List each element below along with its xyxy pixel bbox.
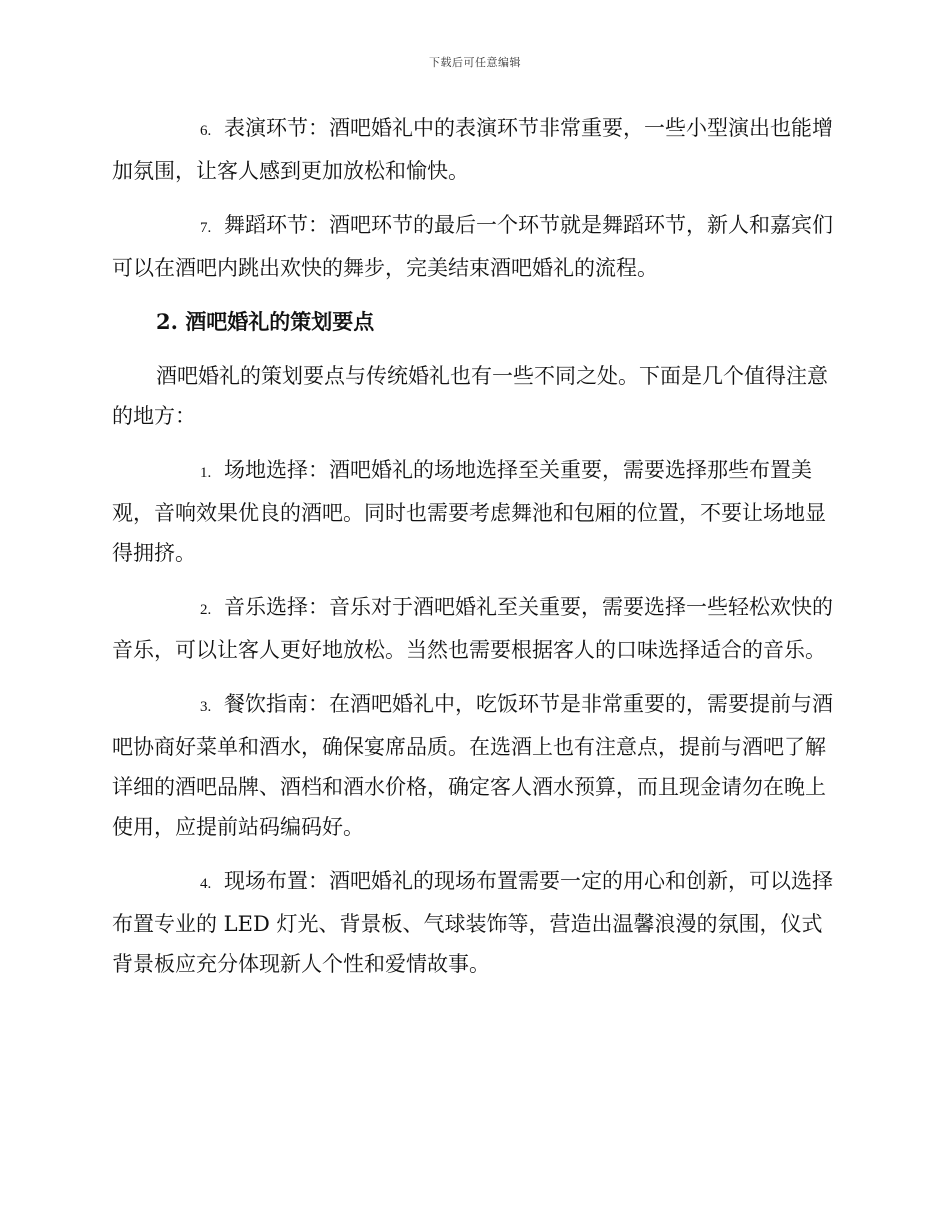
list-number: 1. <box>200 465 212 481</box>
document-body <box>112 108 834 998</box>
list-text: 现场布置：酒吧婚礼的现场布置需要一定的用心和创新，可以选择布置专业的 LED 灯光、背景板、气球装饰等，营造出温馨浪漫的氛围，仪式背景板应充分体现新人个性和爱情故事。 <box>112 869 833 976</box>
page-header: 下载后可任意编辑 <box>429 56 521 69</box>
list-text: 表演环节：酒吧婚礼中的表演环节非常重要，一些小型演出也能增加氛围，让客人感到更加放松和愉快。 <box>112 116 833 183</box>
list-number: 4. <box>200 876 212 892</box>
list-number: 7. <box>200 220 212 236</box>
list-number: 3. <box>200 699 212 715</box>
section-heading: 2. 酒吧婚礼的策划要点 <box>156 309 375 334</box>
list-text: 舞蹈环节：酒吧环节的最后一个环节就是舞蹈环节，新人和嘉宾们可以在酒吧内跳出欢快的舞步，完美结束酒吧婚礼的流程。 <box>112 213 833 280</box>
list-text: 餐饮指南：在酒吧婚礼中，吃饭环节是非常重要的，需要提前与酒吧协商好菜单和酒水，确保宴席品质。在选酒上也有注意点，提前与酒吧了解详细的酒吧品牌、酒档和酒水价格，确定客人酒水预算，而且现金请勿在晚上使用，应提前站码编码好。 <box>112 692 833 839</box>
list-text: 音乐选择：音乐对于酒吧婚礼至关重要，需要选择一些轻松欢快的音乐，可以让客人更好地放松。当然也需要根据客人的口味选择适合的音乐。 <box>112 595 833 662</box>
list-number: 2. <box>200 602 212 618</box>
list-number: 6. <box>200 123 212 139</box>
intro-paragraph: 酒吧婚礼的策划要点与传统婚礼也有一些不同之处。下面是几个值得注意的地方： <box>112 364 828 428</box>
list-item-1 <box>112 450 834 573</box>
list-item-4 <box>112 861 834 984</box>
list-item-2 <box>112 587 834 670</box>
list-text: 场地选择：酒吧婚礼的场地选择至关重要，需要选择那些布置美观，音响效果优良的酒吧。同时也需要考虑舞池和包厢的位置，不要让场地显得拥挤。 <box>112 458 826 565</box>
list-item-6 <box>112 108 834 191</box>
list-item-7 <box>112 205 834 288</box>
list-item-3 <box>112 684 834 847</box>
